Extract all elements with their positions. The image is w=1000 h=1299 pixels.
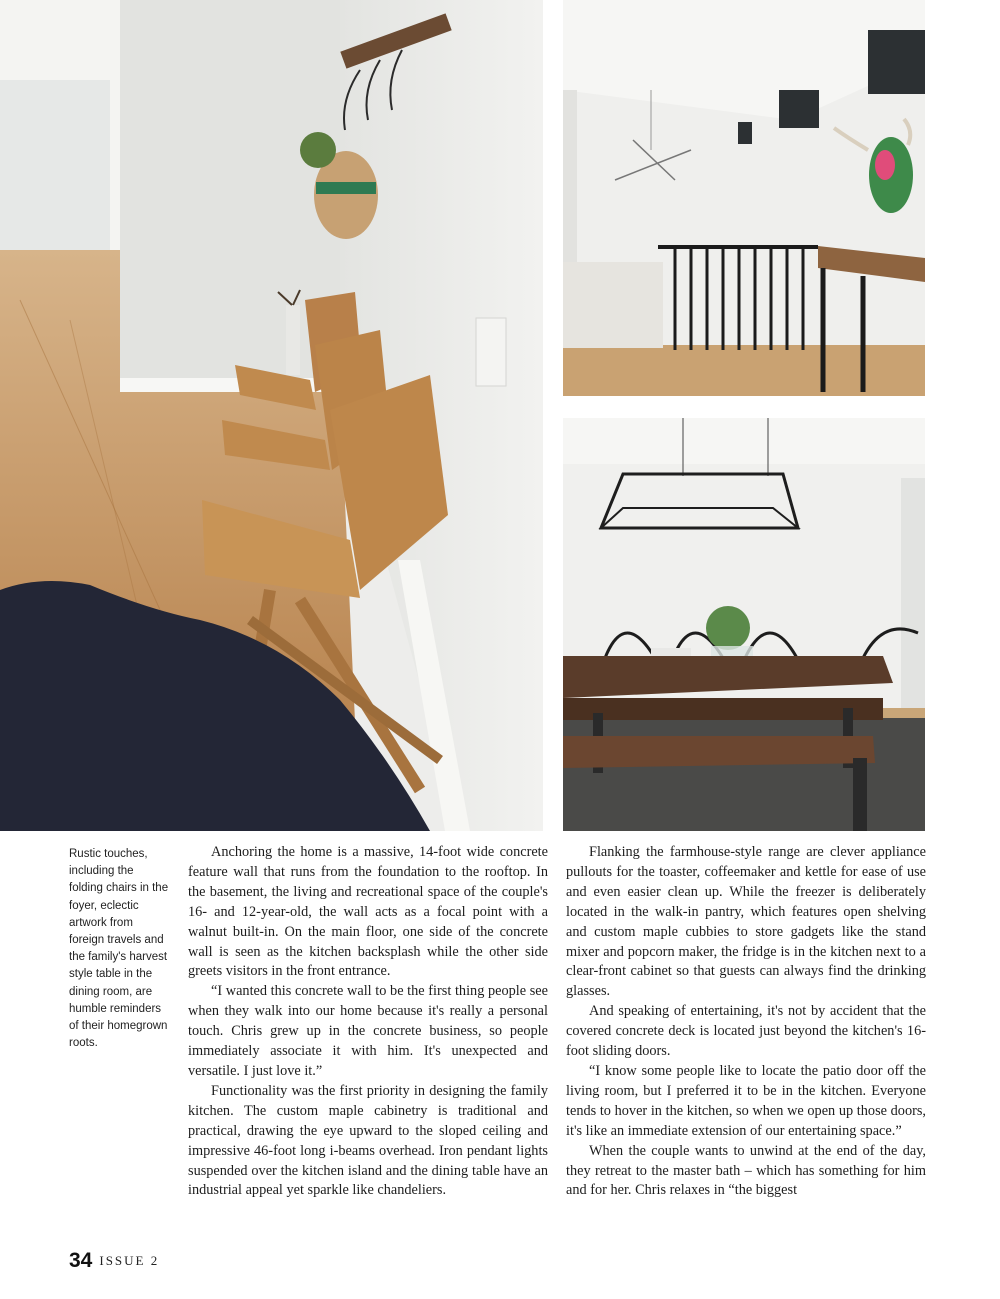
page-number: 34 [69, 1249, 93, 1272]
paragraph: Anchoring the home is a massive, 14-foot wide concrete feature wall that runs from the foundation to the rooftop. In the basement, the living and recreational space of the couple's 16- and 12-year-old, the wall acts as a focal point with a walnut built-in. On the main floor, one side of the concrete wall is seen as the kitchen backsplash while the other side greets visitors in the front entrance. [188, 844, 548, 980]
paragraph: Functionality was the first priority in designing the family kitchen. The custom maple cabinetry is traditional and practical, drawing the eye upward to the sloped ceiling and impressive 46-foot long i-beams overhead. Iron pendant lights suspended over the kitchen island and the dining table have an industrial appeal yet sparkle like chandeliers. [188, 1082, 548, 1199]
issue-label: ISSUE 2 [99, 1253, 160, 1268]
article-column-1 [188, 843, 548, 1201]
paragraph: “I know some people like to locate the patio door off the living room, but I preferred it to be in the kitchen. Everyone tends to hover in the kitchen, so when we open up those doors, it's like an immediate extension of our entertaining space.” [566, 1062, 926, 1139]
photo-dining-room [563, 418, 925, 831]
photo-stairwell-railing [563, 0, 925, 396]
photo-caption: Rustic touches, including the folding chairs in the foyer, eclectic artwork from foreign travels and the family's harvest style table in the dining room, are humble reminders of their homegrown roots. [69, 848, 169, 1050]
article-column-2 [566, 843, 926, 1201]
paragraph: And speaking of entertaining, it's not by accident that the covered concrete deck is located just beyond the kitchen's 16-foot sliding doors. [566, 1003, 926, 1060]
page-folio [69, 1249, 159, 1273]
paragraph: When the couple wants to unwind at the end of the day, they retreat to the master bath – which has something for him and for her. Chris relaxes in “the biggest [566, 1142, 926, 1199]
photo-foyer-folding-chairs [0, 0, 543, 831]
paragraph: Flanking the farmhouse-style range are clever appliance pullouts for the toaster, coffeemaker and kettle for ease of use and even easier clean up. While the freezer is deliberately located in the walk-in pantry, which features open shelving and custom maple cubbies to store gadgets like the stand mixer and popcorn maker, the fridge is in the kitchen next to a clear-front cabinet so that guests can always find the drinking glasses. [566, 844, 926, 1000]
paragraph: “I wanted this concrete wall to be the first thing people see when they walk into our home because it's really a personal touch. Chris grew up in the concrete business, so people immediately associate it with him. It's unexpected and versatile. I just love it.” [188, 983, 548, 1079]
